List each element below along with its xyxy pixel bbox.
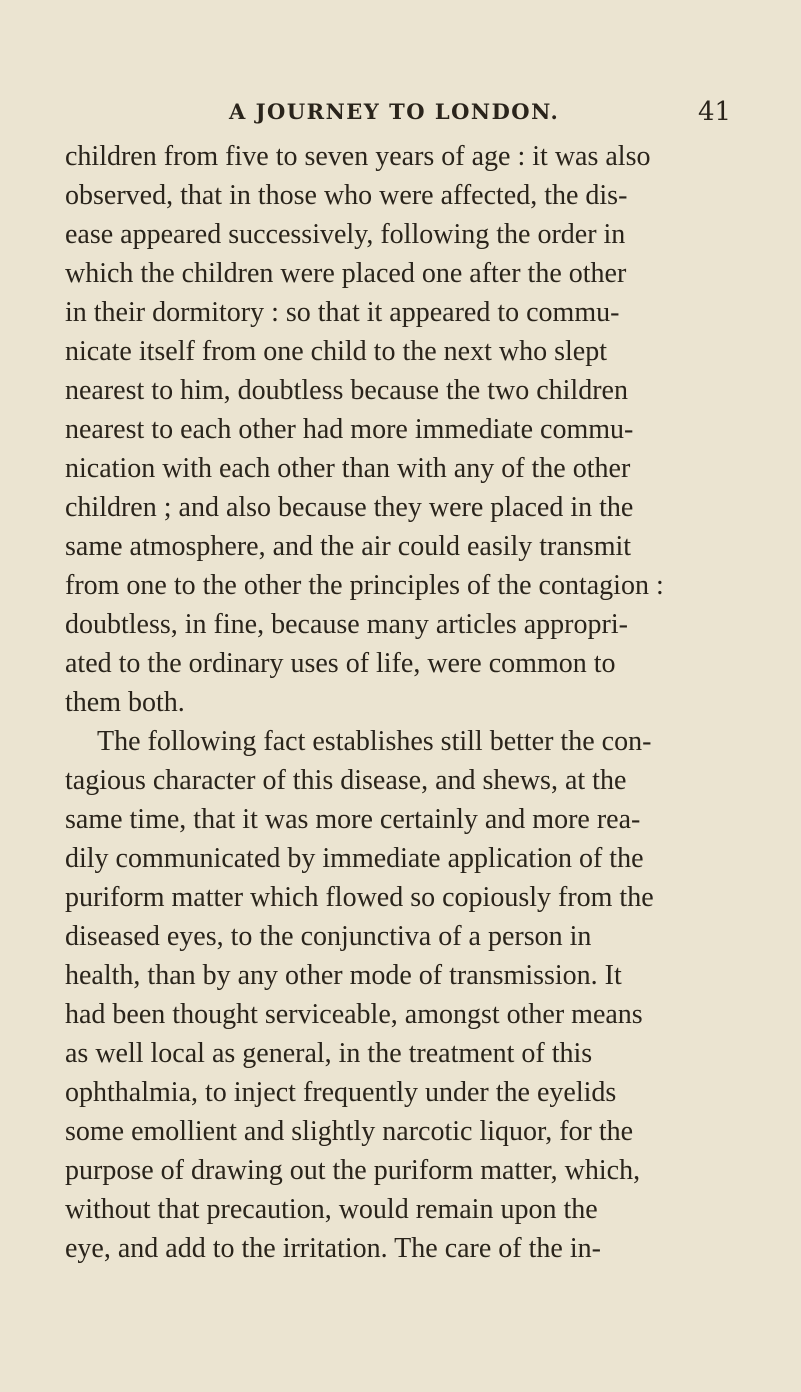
text-line: had been thought serviceable, amongst other means (65, 999, 643, 1030)
text-line: as well local as general, in the treatment of this (65, 1038, 593, 1069)
text-line: ophthalmia, to inject frequently under the eyelids (65, 1077, 617, 1108)
text-line: nearest to him, doubtless because the two children (65, 375, 628, 406)
text-line: ated to the ordinary uses of life, were common to (65, 648, 616, 679)
text-line: children from five to seven years of age : it was also (65, 141, 651, 172)
text-line: The following fact establishes still better the con- (97, 726, 652, 757)
text-line: ease appeared successively, following the order in (65, 219, 626, 250)
text-line: eye, and add to the irritation. The care of the in- (65, 1233, 601, 1264)
text-line: diseased eyes, to the conjunctiva of a person in (65, 921, 592, 952)
text-line: some emollient and slightly narcotic liquor, for the (65, 1116, 634, 1147)
running-title: A JOURNEY TO LONDON. (229, 99, 560, 124)
text-line: from one to the other the principles of the contagion : (65, 570, 664, 601)
running-head (0, 92, 801, 132)
text-line: them both. (65, 687, 185, 718)
text-line: observed, that in those who were affected, the dis- (65, 180, 628, 211)
text-line: dily communicated by immediate application of the (65, 843, 644, 874)
text-line: children ; and also because they were placed in the (65, 492, 634, 523)
text-line: without that precaution, would remain upon the (65, 1194, 598, 1225)
text-line: purpose of drawing out the puriform matter, which, (65, 1155, 641, 1186)
text-line: which the children were placed one after the other (65, 258, 627, 289)
text-line: same atmosphere, and the air could easily transmit (65, 531, 632, 562)
text-line: same time, that it was more certainly and more rea- (65, 804, 641, 835)
text-line: nicate itself from one child to the next who slept (65, 336, 607, 367)
text-line: nearest to each other had more immediate commu- (65, 414, 634, 445)
text-line: doubtless, in fine, because many articles appropri- (65, 609, 628, 640)
text-line: nication with each other than with any of the other (65, 453, 631, 484)
text-line: health, than by any other mode of transmission. It (65, 960, 622, 991)
text-line: tagious character of this disease, and shews, at the (65, 765, 627, 796)
text-line: puriform matter which flowed so copiously from the (65, 882, 654, 913)
text-line: in their dormitory : so that it appeared to commu- (65, 297, 620, 328)
page-number: 41 (698, 97, 732, 127)
